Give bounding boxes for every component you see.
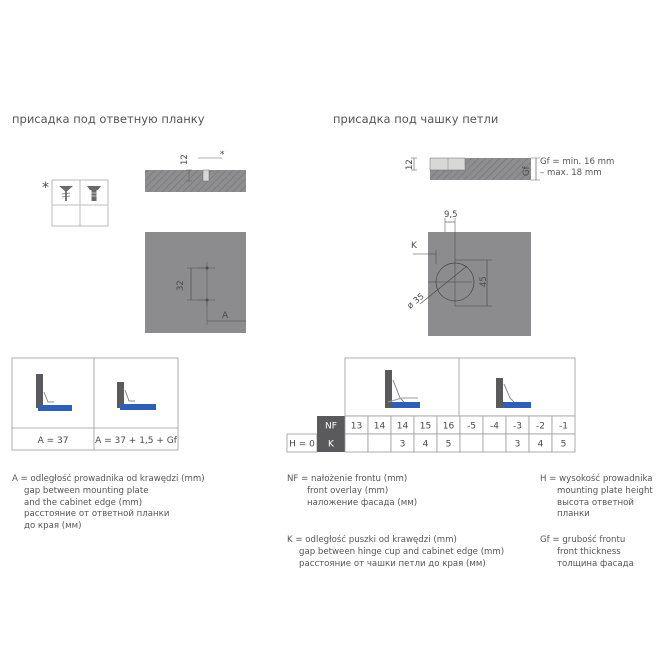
legend-h-en: mounting plate height [557,485,653,496]
nf-value: -2 [536,421,545,432]
legend-k-ru: расстояние от чашки петли до края (мм) [299,558,486,569]
dim-offset-9-5: 9,5 [444,210,458,220]
h-label: H = 0 [289,439,315,450]
dim-depth-right: 12 [405,159,415,170]
dim-diameter-35: ø 35 [405,291,427,312]
nf-value: 13 [350,421,363,432]
legend-h [540,474,653,521]
gf-note [540,157,614,179]
legend-h-ru2: планки [557,509,590,520]
legend-nf [287,474,417,509]
nf-value: 14 [396,421,409,432]
cabinet-door-plan-right [406,210,531,336]
legend-gf-title: Gf = grubość frontu [540,535,626,545]
nf-value: -1 [559,421,568,432]
overlay-table [287,358,575,452]
legend-h-title: H = wysokość prowadnika [540,474,653,484]
cabinet-side-section-left [145,150,246,192]
legend-nf-title: NF = nałożenie frontu (mm) [287,474,408,484]
cabinet-side-plan-left [145,232,246,333]
k-value: 3 [399,439,406,450]
nf-value: 15 [419,421,432,432]
legend-h-ru1: высота ответной [557,497,634,508]
k-value: 5 [445,439,452,450]
dim-gf: Gf [522,166,532,176]
overlay-cells [345,416,575,452]
legend-gf-ru: толщина фасада [557,558,634,569]
dim-spacing-32: 32 [176,280,186,291]
asterisk-mark: * [42,180,49,196]
nf-value: -3 [513,421,522,432]
k-value: 4 [422,439,429,450]
legend-a-title: A = odległość prowadnika od krawędzi (mm) [12,474,205,484]
legend-a [12,474,205,533]
legend-k-title: K = odległość puszki od krawędzi (mm) [287,535,457,545]
mount-formula-table [12,358,178,450]
legend-k [287,535,504,570]
k-value-cell [483,434,506,452]
k-value-cell [368,434,391,452]
k-value: 4 [537,439,544,450]
dim-k: K [411,241,417,251]
nf-value: 16 [442,421,455,432]
k-value: 3 [514,439,521,450]
dim-hole-height-45: 45 [479,276,489,287]
formula-a-37: A = 37 [37,436,69,446]
legend-nf-ru: наложение фасада (мм) [307,497,418,508]
legend-nf-en: front overlay (mm) [307,485,389,496]
screw-table [52,180,108,226]
gf-note-line2: – max. 18 mm [540,168,602,178]
k-value-cell [460,434,483,452]
cabinet-door-section-right [405,158,540,180]
legend-a-en1: gap between mounting plate [24,485,149,496]
nf-value: 14 [373,421,386,432]
legend-k-en: gap between hinge cup and cabinet edge (mm) [299,546,505,557]
asterisk-ref: * [220,150,225,160]
legend-a-ru1: расстояние от ответной планки [24,509,170,520]
legend-a-en2: and the cabinet edge (mm) [24,497,143,508]
nf-label: NF [325,421,337,432]
legend-gf-en: front thickness [557,546,621,557]
formula-a-extended: A = 37 + 1,5 + Gf [95,436,177,446]
dim-depth-left: 12 [180,154,190,165]
k-value: 5 [560,439,567,450]
k-label: K [328,439,334,450]
nf-value: -5 [467,421,476,432]
nf-value: -4 [490,421,499,432]
legend-gf [540,535,634,570]
k-value-cell [345,434,368,452]
gf-note-line1: Gf = min. 16 mm [540,157,615,167]
heading-mounting-plate-drilling: присадка под ответную планку [12,112,205,126]
legend-a-ru2: до края (мм) [24,521,82,532]
heading-hinge-cup-drilling: присадка под чашку петли [333,112,499,126]
dim-edge-a: A [222,311,229,321]
